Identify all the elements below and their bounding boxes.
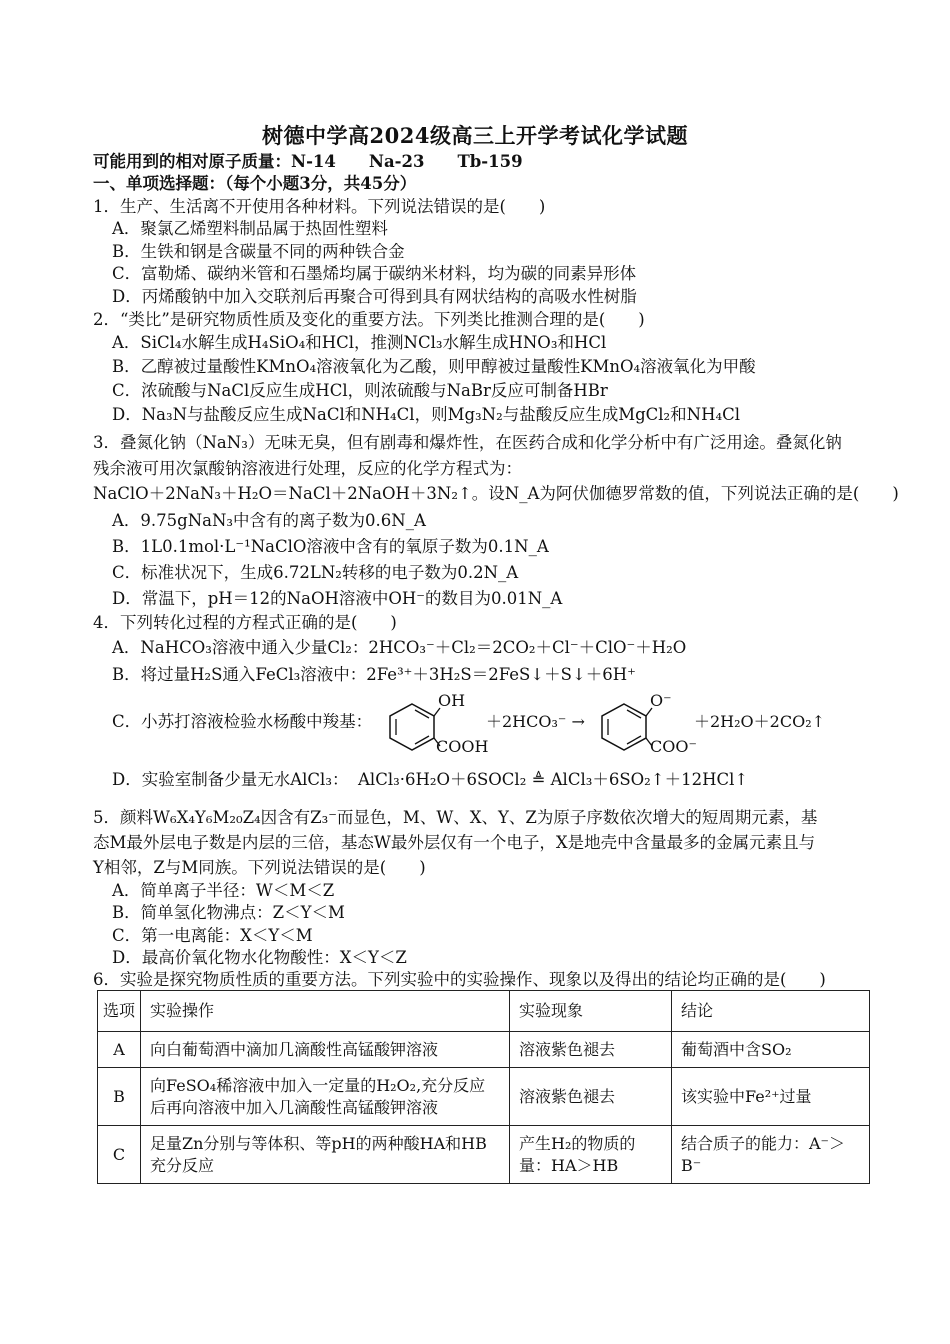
salicylic-acid-benzene-ring <box>382 700 442 752</box>
q1-option-a: A．聚氯乙烯塑料制品属于热固性塑料 <box>112 219 388 238</box>
table-header-cell: 实验现象 <box>510 991 672 1032</box>
q2-option-c: C．浓硫酸与NaCl反应生成HCl，则浓硫酸与NaBr反应可制备HBr <box>112 381 608 400</box>
q4-option-d-equation: AlCl₃·6H₂O＋6SOCl₂ ≜ AlCl₃＋6SO₂↑＋12HCl↑ <box>358 770 749 789</box>
table-cell-conclusion: 结合质子的能力：A⁻＞B⁻ <box>672 1126 870 1184</box>
table-row <box>98 1126 870 1184</box>
table-cell-option: C <box>98 1126 141 1184</box>
salicylate-o-group: O⁻ <box>650 691 672 710</box>
table-cell-phenomenon: 产生H₂的物质的量：HA＞HB <box>510 1126 672 1184</box>
q3-option-b: B．1L0.1mol·L⁻¹NaClO溶液中含有的氧原子数为0.1N_A <box>112 537 549 556</box>
q5-option-c: C．第一电离能：X＜Y＜M <box>112 926 313 945</box>
q3-stem-line1: 3．叠氮化钠（NaN₃）无味无臭，但有剧毒和爆炸性，在医药合成和化学分析中有广泛用途。叠氮化钠 <box>93 433 842 452</box>
q5-option-b: B．简单氢化物沸点：Z＜Y＜M <box>112 903 345 922</box>
table-cell-phenomenon: 溶液紫色褪去 <box>510 1068 672 1126</box>
q1-option-d: D．丙烯酸钠中加入交联剂后再聚合可得到具有网状结构的高吸水性树脂 <box>112 287 637 306</box>
q2-option-a: A．SiCl₄水解生成H₄SiO₄和HCl，推测NCl₃水解生成HNO₃和HCl <box>112 333 607 352</box>
table-cell-conclusion: 葡萄酒中含SO₂ <box>672 1032 870 1068</box>
q3-option-a: A．9.75gNaN₃中含有的离子数为0.6N_A <box>112 511 426 530</box>
table-cell-operation: 向FeSO₄稀溶液中加入一定量的H₂O₂,充分反应后再向溶液中加入几滴酸性高锰酸钾溶液 <box>141 1068 510 1126</box>
q5-stem-line3: Y相邻，Z与M同族。下列说法错误的是( ) <box>93 858 426 877</box>
table-header-cell: 结论 <box>672 991 870 1032</box>
bicarbonate-arrow: ＋2HCO₃⁻ → <box>486 712 585 731</box>
q6-stem: 6．实验是探究物质性质的重要方法。下列实验中的实验操作、现象以及得出的结论均正确的是( ) <box>93 970 826 989</box>
table-cell-option: B <box>98 1068 141 1126</box>
q2-stem: 2．“类比”是研究物质性质及变化的重要方法。下列类比推测合理的是( ) <box>93 310 645 329</box>
table-header-cell: 选项 <box>98 991 141 1032</box>
table-header-cell: 实验操作 <box>141 991 510 1032</box>
q4-option-c-products: ＋2H₂O＋2CO₂↑ <box>694 712 826 731</box>
q3-stem-line2: 残余液可用次氯酸钠溶液进行处理，反应的化学方程式为： <box>93 459 522 478</box>
q3-stem-line3: NaClO＋2NaN₃＋H₂O＝NaCl＋2NaOH＋3N₂↑。设N_A为阿伏伽德罗常数的值，下列说法正确的是( ) <box>93 484 899 503</box>
salicylate-benzene-ring <box>594 700 654 752</box>
q5-stem-line2: 态M最外层电子数是内层的三倍，基态W最外层仅有一个电子，X是地壳中含量最多的金属元素且与 <box>93 833 816 852</box>
q1-stem: 1．生产、生活离不开使用各种材料。下列说法错误的是( ) <box>93 197 546 216</box>
table-cell-conclusion: 该实验中Fe²⁺过量 <box>672 1068 870 1126</box>
q5-option-a: A．简单离子半径：W＜M＜Z <box>112 881 335 900</box>
section-heading: 一、单项选择题：（每个小题3分，共45分） <box>93 174 417 193</box>
salicylic-oh-group: OH <box>438 691 466 710</box>
table-header-row <box>98 991 870 1032</box>
q2-option-b: B．乙醇被过量酸性KMnO₄溶液氧化为乙酸，则甲醇被过量酸性KMnO₄溶液氧化为甲酸 <box>112 357 756 376</box>
salicylate-coo-group: COO⁻ <box>650 737 697 756</box>
table-cell-option: A <box>98 1032 141 1068</box>
q3-option-d: D．常温下，pH＝12的NaOH溶液中OH⁻的数目为0.01N_A <box>112 589 563 608</box>
table-cell-operation: 足量Zn分别与等体积、等pH的两种酸HA和HB充分反应 <box>141 1126 510 1184</box>
experiment-table <box>97 990 870 1184</box>
table-row <box>98 1068 870 1126</box>
q1-option-c: C．富勒烯、碳纳米管和石墨烯均属于碳纳米材料，均为碳的同素异形体 <box>112 264 637 283</box>
q1-option-b: B．生铁和钢是含碳量不同的两种铁合金 <box>112 242 405 261</box>
atomic-mass-line: 可能用到的相对原子质量：N-14 Na-23 Tb-159 <box>93 152 523 171</box>
q4-option-c-label: C．小苏打溶液检验水杨酸中羧基： <box>112 712 373 731</box>
exam-title: 树德中学高2024级高三上开学考试化学试题 <box>262 123 688 148</box>
salicylic-cooh-group: COOH <box>436 737 489 756</box>
q2-option-d: D．Na₃N与盐酸反应生成NaCl和NH₄Cl，则Mg₃N₂与盐酸反应生成MgCl₂和NH₄Cl <box>112 405 741 424</box>
table-cell-operation: 向白葡萄酒中滴加几滴酸性高锰酸钾溶液 <box>141 1032 510 1068</box>
q5-option-d: D．最高价氧化物水化物酸性：X＜Y＜Z <box>112 948 407 967</box>
q4-option-a: A．NaHCO₃溶液中通入少量Cl₂：2HCO₃⁻＋Cl₂＝2CO₂＋Cl⁻＋ClO⁻＋H₂O <box>112 638 687 657</box>
q5-stem-line1: 5．颜料W₆X₄Y₆M₂₀Z₄因含有Z₃⁻而显色，M、W、X、Y、Z为原子序数依次增大的短周期元素，基 <box>93 808 818 827</box>
table-cell-phenomenon: 溶液紫色褪去 <box>510 1032 672 1068</box>
q4-option-d-label: D．实验室制备少量无水AlCl₃： <box>112 770 349 789</box>
table-row <box>98 1032 870 1068</box>
q3-option-c: C．标准状况下，生成6.72LN₂转移的电子数为0.2N_A <box>112 563 519 582</box>
q4-stem: 4．下列转化过程的方程式正确的是( ) <box>93 613 397 632</box>
q4-option-b: B．将过量H₂S通入FeCl₃溶液中：2Fe³⁺＋3H₂S＝2FeS↓＋S↓＋6H⁺ <box>112 665 636 684</box>
